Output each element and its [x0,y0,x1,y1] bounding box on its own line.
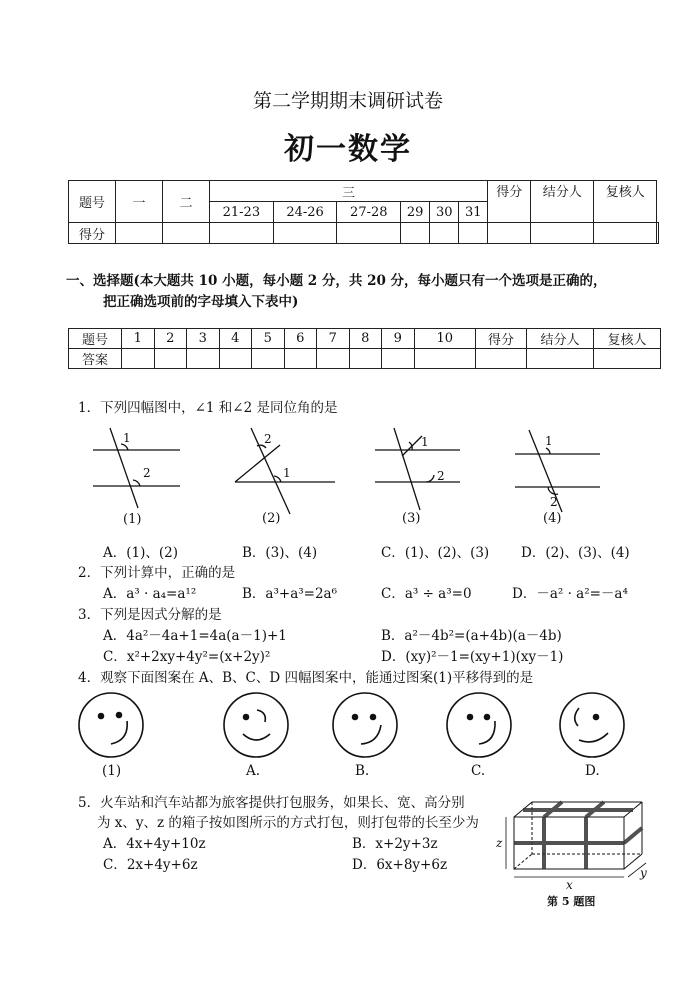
score-table-range: 27-28 [337,202,401,223]
q1-figure-label: (1) [123,512,142,527]
semester-title: 第二学期期末调研试卷 [252,90,443,112]
q5-option-d[interactable]: D．6x+8y+6z [352,857,448,873]
q1-angle-label: 2 [437,469,445,483]
score-table-total: 得分 [488,181,531,223]
answer-cell[interactable] [252,349,285,369]
q4-figures [75,688,655,783]
q5-option-c[interactable]: C．2x+4y+6z [103,857,198,873]
q1-figure-label: (2) [262,511,281,526]
answer-table-qnum: 7 [317,329,350,349]
score-table-range: 30 [430,202,459,223]
answer-table-scorer: 结分人 [527,329,594,349]
answer-table-answer-label: 答案 [69,349,122,369]
q4-label-a[interactable]: A. [246,763,261,779]
q1-figures [80,420,620,530]
q3-option-a[interactable]: A．4a²－4a+1=4a(a－1)+1 [103,628,287,644]
answer-cell[interactable] [284,349,317,369]
q3-option-b[interactable]: B．a²－4b²=(a+4b)(a－4b) [381,628,562,644]
score-table-part2: 二 [163,181,210,223]
q1-angle-label: 1 [421,435,429,449]
answer-table-qnum: 5 [252,329,285,349]
q4-stem: 4．观察下面图案在 A、B、C、D 四幅图案中，能通过图案(1)平移得到的是 [78,670,534,686]
section1-heading-line1: 一、选择题(本大题共 10 小题，每小题 2 分，共 20 分，每小题只有一个选项是正确的， [66,273,607,289]
q5-stem-line2: 为 x、y、z 的箱子按如图所示的方式打包，则打包带的长至少为 [97,815,479,831]
answer-table-qnum: 10 [414,329,476,349]
q1-option-b[interactable]: B．(3)、(4) [242,545,318,561]
answer-cell[interactable] [414,349,476,369]
answer-table-qnum: 9 [382,329,415,349]
q1-figure-label: (4) [543,511,562,526]
q3-option-c[interactable]: C．x²+2xy+4y²=(x+2y)² [103,649,271,665]
answer-table-qnum: 3 [187,329,220,349]
q2-option-d[interactable]: D．－a² · a²=－a⁴ [512,586,628,602]
score-table-score-label: 得分 [69,223,116,244]
q4-label-c[interactable]: C. [471,763,486,779]
q2-stem: 2．下列计算中，正确的是 [78,565,236,581]
answer-table-qnum: 6 [284,329,317,349]
answer-table-reviewer: 复核人 [594,329,661,349]
q1-option-d[interactable]: D．(2)、(3)、(4) [521,545,630,561]
q5-option-a[interactable]: A．4x+4y+10z [103,836,206,852]
score-table-part3: 三 [210,181,488,202]
score-table-label-qnum: 题号 [69,181,116,223]
score-table-reviewer: 复核人 [594,181,657,223]
q4-label-d[interactable]: D. [585,763,600,779]
q2-option-b[interactable]: B．a³+a³=2a⁶ [242,586,338,602]
q5-box-figure [492,793,662,908]
q1-angle-label: 2 [264,432,272,446]
score-table-range: 21-23 [210,202,274,223]
q4-label-original: (1) [102,763,122,779]
answer-cell[interactable] [122,349,155,369]
answer-table [68,328,661,369]
answer-cell[interactable] [187,349,220,369]
q4-label-b[interactable]: B. [355,763,370,779]
q1-angle-label: 1 [545,434,553,448]
answer-table-qnum: 2 [154,329,187,349]
score-table-range: 24-26 [273,202,337,223]
answer-cell[interactable] [349,349,382,369]
answer-table-label-qnum: 题号 [69,329,122,349]
q5-figure-caption: 第 5 题图 [547,895,596,908]
q5-option-b[interactable]: B．x+2y+3z [352,836,438,852]
q5-dim-x: x [566,878,573,892]
score-table-scorer: 结分人 [531,181,594,223]
section1-heading-line2: 把正确选项前的字母填入下表中) [103,294,299,310]
answer-cell[interactable] [154,349,187,369]
score-table-range: 31 [459,202,488,223]
q1-angle-label: 2 [143,466,151,480]
answer-table-total: 得分 [476,329,527,349]
q1-figure-label: (3) [402,511,421,526]
answer-cell[interactable] [219,349,252,369]
q5-stem-line1: 5．火车站和汽车站都为旅客提供打包服务，如果长、宽、高分别 [78,795,465,811]
q3-option-d[interactable]: D．(xy)²－1=(xy+1)(xy－1) [381,649,564,665]
answer-table-qnum: 8 [349,329,382,349]
q1-angle-label: 2 [550,495,558,509]
q3-stem: 3．下列是因式分解的是 [78,607,222,623]
q1-angle-label: 1 [283,466,291,480]
q1-option-c[interactable]: C．(1)、(2)、(3) [381,545,490,561]
answer-cell[interactable] [382,349,415,369]
subject-title: 初一数学 [284,132,412,167]
q1-angle-label: 1 [123,431,131,445]
answer-table-qnum: 1 [122,329,155,349]
q5-dim-y: y [640,866,647,880]
q2-option-c[interactable]: C．a³ ÷ a³=0 [381,586,472,602]
score-table [68,180,659,244]
q1-stem: 1．下列四幅图中，∠1 和∠2 是同位角的是 [78,400,338,416]
score-table-range: 29 [401,202,430,223]
q2-option-a[interactable]: A．a³ · a₄=a¹² [103,586,197,602]
q5-dim-z: z [496,836,503,850]
answer-table-qnum: 4 [219,329,252,349]
answer-cell[interactable] [317,349,350,369]
score-table-part1: 一 [116,181,163,223]
q1-option-a[interactable]: A．(1)、(2) [103,545,178,561]
